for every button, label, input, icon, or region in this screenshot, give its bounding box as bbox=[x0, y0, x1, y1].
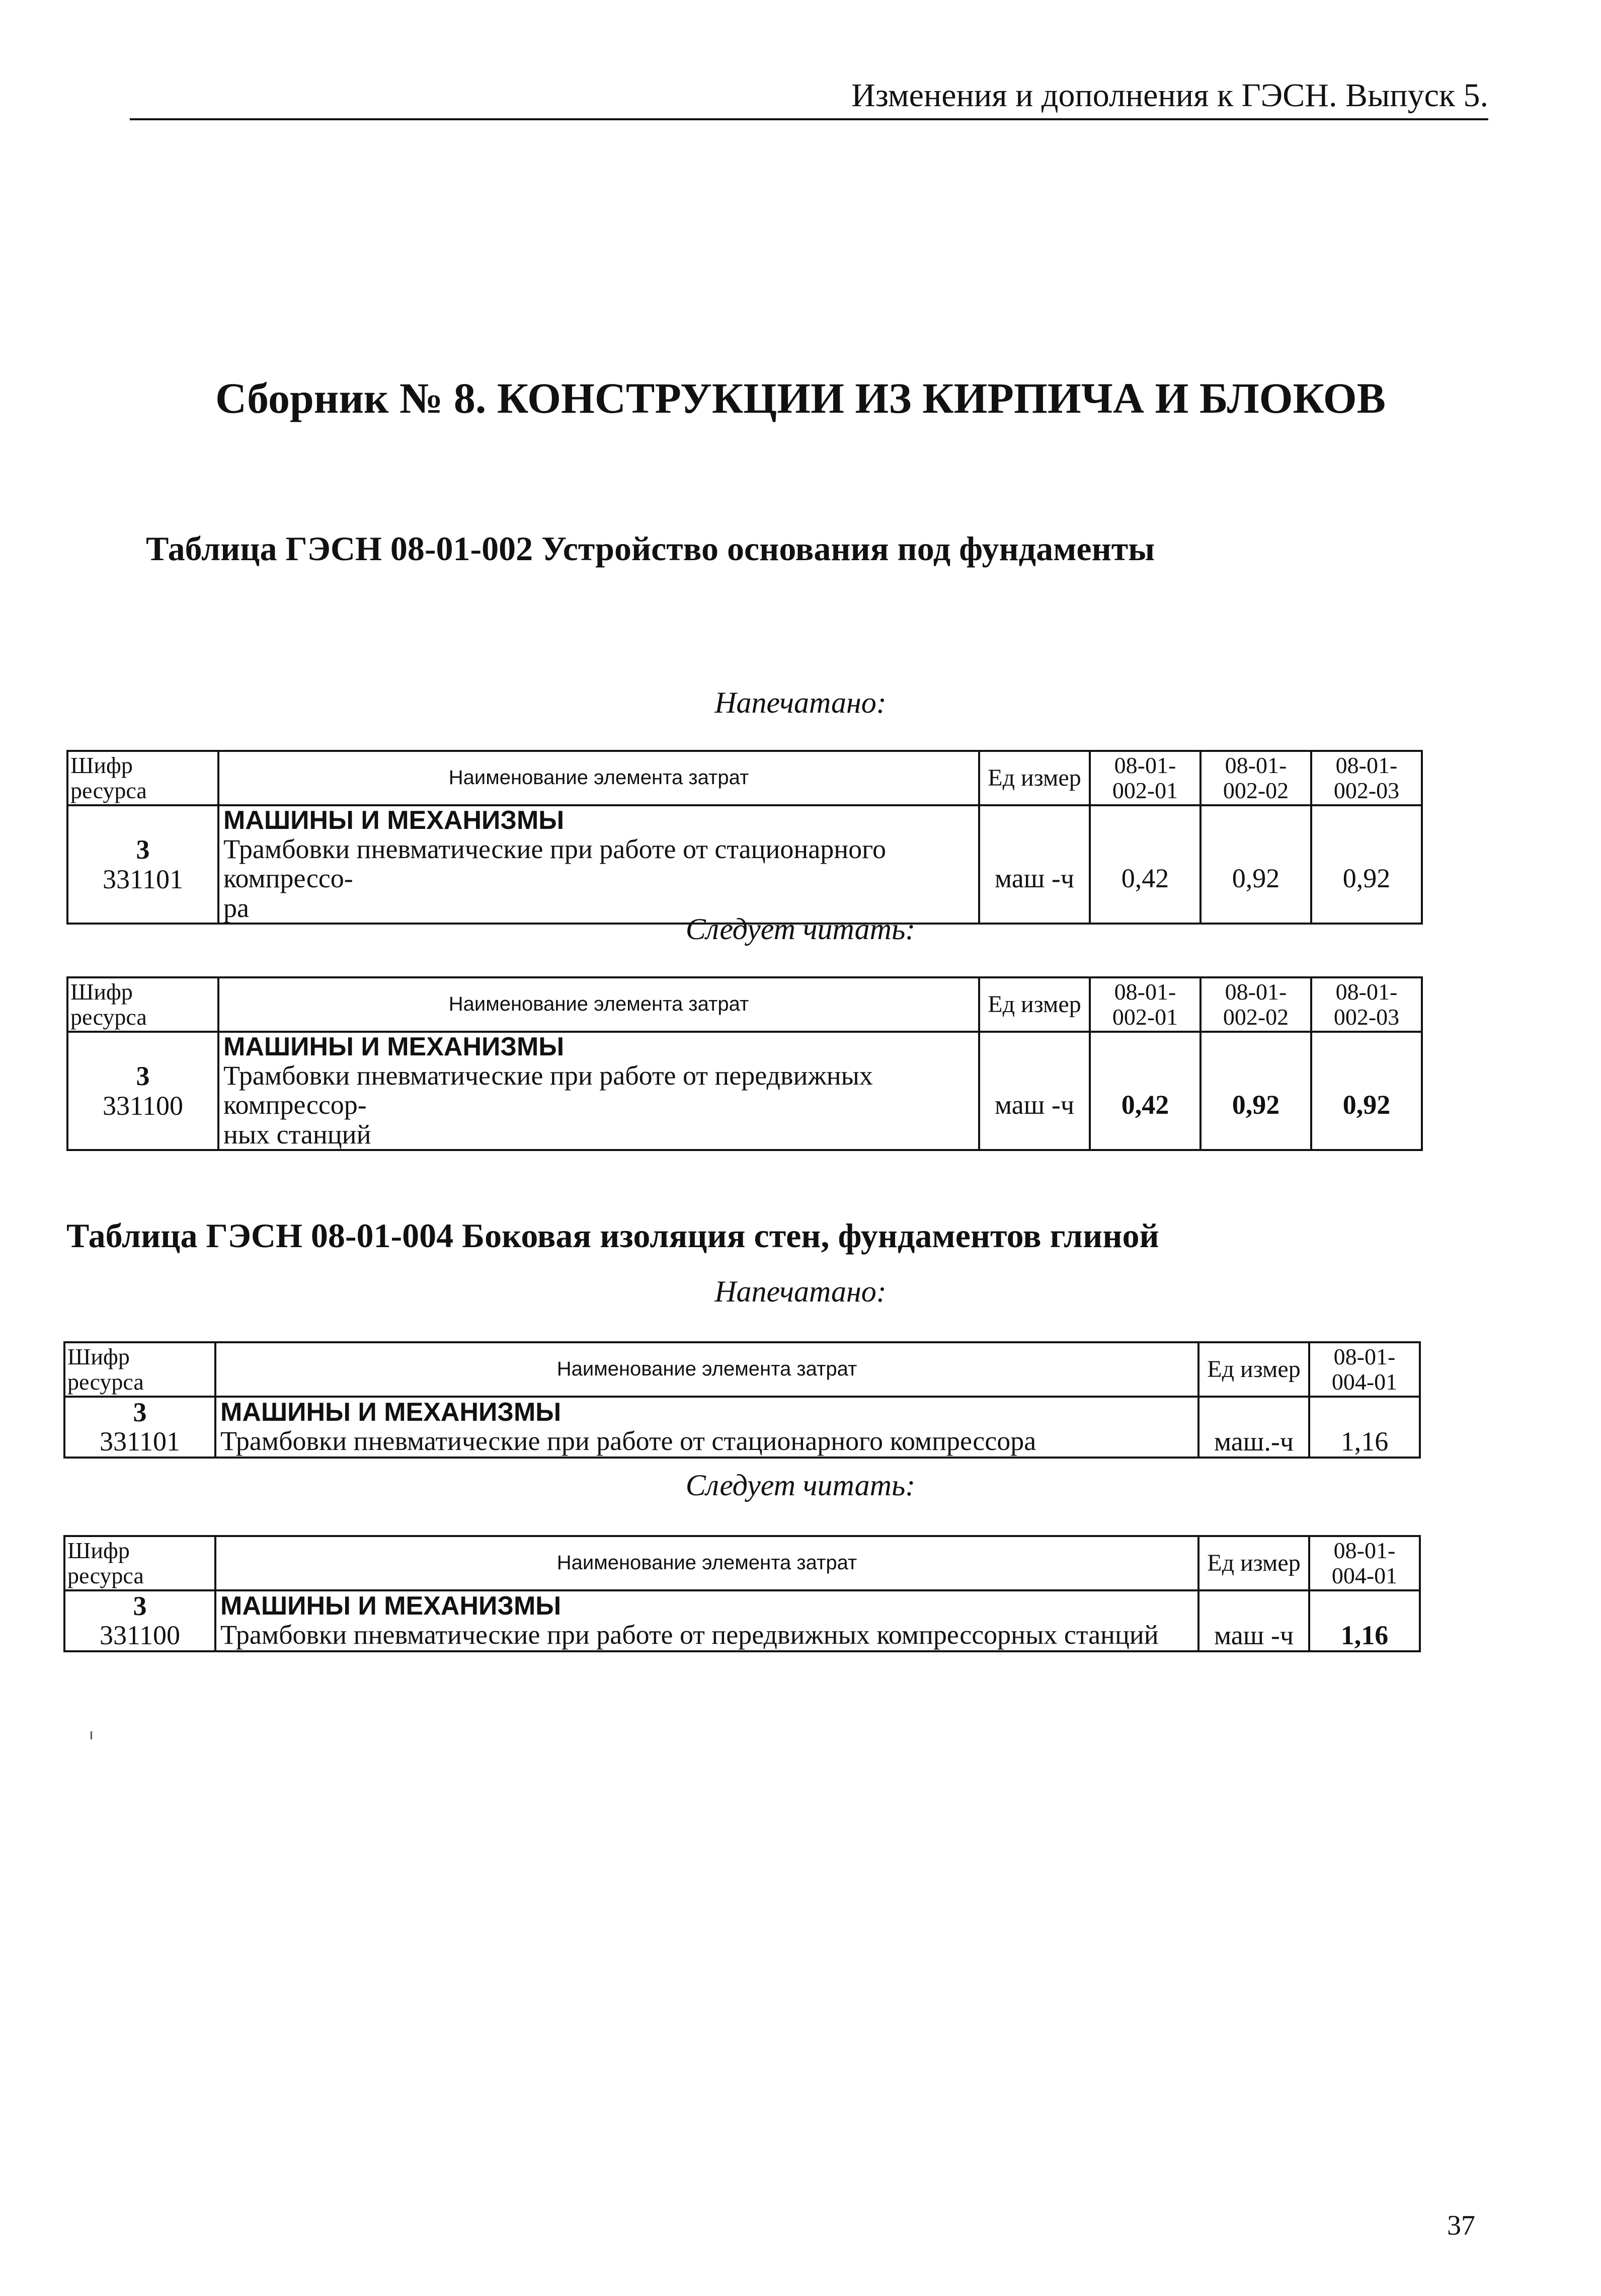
resource-name-cell bbox=[218, 805, 979, 924]
resource-code-cell bbox=[67, 805, 218, 924]
resource-code: 331101 bbox=[100, 1426, 180, 1457]
value-08-01-002-02: 0,92 bbox=[1200, 1032, 1311, 1150]
value-08-01-002-01: 0,42 bbox=[1090, 805, 1200, 924]
resource-code: 331100 bbox=[103, 1090, 183, 1121]
section-name: МАШИНЫ И МЕХАНИЗМЫ bbox=[220, 1591, 562, 1621]
value-08-01-002-03: 0,92 bbox=[1311, 805, 1422, 924]
scan-speck bbox=[91, 1731, 92, 1739]
section-code: 3 bbox=[136, 1061, 150, 1092]
table-row bbox=[64, 1397, 1420, 1458]
column-header-unit: Ед измер bbox=[1198, 1536, 1309, 1590]
unit-cell: маш -ч bbox=[1198, 1590, 1309, 1651]
column-header-name: Наименование элемента затрат bbox=[218, 977, 979, 1032]
table-row bbox=[67, 1032, 1422, 1150]
resource-name: Трамбовки пневматические при работе от передвижных компрессор- ных станций bbox=[223, 1060, 873, 1150]
value-08-01-002-01: 0,42 bbox=[1090, 1032, 1200, 1150]
column-header-name: Наименование элемента затрат bbox=[215, 1342, 1198, 1397]
table-row bbox=[67, 805, 1422, 924]
column-header-code: Шифр ресурса bbox=[67, 751, 218, 805]
resource-code-cell bbox=[64, 1397, 215, 1458]
printed-table-08-01-002 bbox=[66, 750, 1423, 925]
column-header-code: Шифр ресурса bbox=[64, 1342, 215, 1397]
section-code: 3 bbox=[133, 1591, 147, 1621]
table-header-row bbox=[64, 1342, 1420, 1397]
resource-code-cell bbox=[67, 1032, 218, 1150]
unit-cell: маш -ч bbox=[979, 1032, 1090, 1150]
value-08-01-004-01: 1,16 bbox=[1309, 1397, 1420, 1458]
page-number: 37 bbox=[1447, 2210, 1475, 2241]
column-header-08-01-002-02: 08-01- 002-02 bbox=[1200, 977, 1311, 1032]
resource-name: Трамбовки пневматические при работе от передвижных компрессорных станций bbox=[220, 1620, 1159, 1650]
resource-name: Трамбовки пневматические при работе от стационарного компрессо- ра bbox=[223, 834, 886, 923]
section-name: МАШИНЫ И МЕХАНИЗМЫ bbox=[220, 1398, 562, 1427]
printed-label: Напечатано: bbox=[714, 1275, 887, 1308]
resource-name-cell bbox=[215, 1590, 1198, 1651]
value-08-01-004-01: 1,16 bbox=[1309, 1590, 1420, 1651]
section-name: МАШИНЫ И МЕХАНИЗМЫ bbox=[223, 1032, 565, 1061]
table-title-08-01-002: Таблица ГЭСН 08-01-002 Устройство основания под фундаменты bbox=[146, 529, 1155, 568]
column-header-name: Наименование элемента затрат bbox=[215, 1536, 1198, 1590]
resource-name-cell bbox=[218, 1032, 979, 1150]
corrected-table-08-01-004 bbox=[63, 1535, 1421, 1652]
resource-name: Трамбовки пневматические при работе от стационарного компрессора bbox=[220, 1426, 1036, 1457]
corrected-label: Следует читать: bbox=[685, 1469, 916, 1502]
column-header-08-01-004-01: 08-01- 004-01 bbox=[1309, 1342, 1420, 1397]
column-header-08-01-002-03: 08-01- 002-03 bbox=[1311, 751, 1422, 805]
column-header-code: Шифр ресурса bbox=[64, 1536, 215, 1590]
column-header-code: Шифр ресурса bbox=[67, 977, 218, 1032]
table-header-row bbox=[64, 1536, 1420, 1590]
section-code: 3 bbox=[133, 1397, 147, 1427]
column-header-unit: Ед измер bbox=[1198, 1342, 1309, 1397]
section-code: 3 bbox=[136, 834, 150, 865]
column-header-unit: Ед измер bbox=[979, 977, 1090, 1032]
printed-table-08-01-004 bbox=[63, 1341, 1421, 1459]
resource-code-cell bbox=[64, 1590, 215, 1651]
column-header-08-01-002-01: 08-01- 002-01 bbox=[1090, 977, 1200, 1032]
unit-cell: маш -ч bbox=[979, 805, 1090, 924]
column-header-08-01-002-02: 08-01- 002-02 bbox=[1200, 751, 1311, 805]
corrected-table-08-01-002 bbox=[66, 976, 1423, 1151]
column-header-08-01-002-01: 08-01- 002-01 bbox=[1090, 751, 1200, 805]
collection-title: Сборник № 8. КОНСТРУКЦИИ ИЗ КИРПИЧА И БЛОКОВ bbox=[215, 374, 1386, 422]
unit-cell: маш.-ч bbox=[1198, 1397, 1309, 1458]
table-title-08-01-004: Таблица ГЭСН 08-01-004 Боковая изоляция стен, фундаментов глиной bbox=[66, 1216, 1159, 1255]
column-header-08-01-002-03: 08-01- 002-03 bbox=[1311, 977, 1422, 1032]
resource-code: 331100 bbox=[100, 1620, 180, 1651]
printed-label: Напечатано: bbox=[714, 686, 887, 719]
running-header: Изменения и дополнения к ГЭСН. Выпуск 5. bbox=[130, 75, 1488, 120]
column-header-name: Наименование элемента затрат bbox=[218, 751, 979, 805]
resource-name-cell bbox=[215, 1397, 1198, 1458]
corrected-label: Следует читать: bbox=[685, 912, 916, 946]
column-header-unit: Ед измер bbox=[979, 751, 1090, 805]
section-name: МАШИНЫ И МЕХАНИЗМЫ bbox=[223, 806, 565, 835]
value-08-01-002-03: 0,92 bbox=[1311, 1032, 1422, 1150]
table-row bbox=[64, 1590, 1420, 1651]
column-header-08-01-004-01: 08-01- 004-01 bbox=[1309, 1536, 1420, 1590]
table-header-row bbox=[67, 751, 1422, 805]
value-08-01-002-02: 0,92 bbox=[1200, 805, 1311, 924]
resource-code: 331101 bbox=[103, 864, 183, 894]
table-header-row bbox=[67, 977, 1422, 1032]
